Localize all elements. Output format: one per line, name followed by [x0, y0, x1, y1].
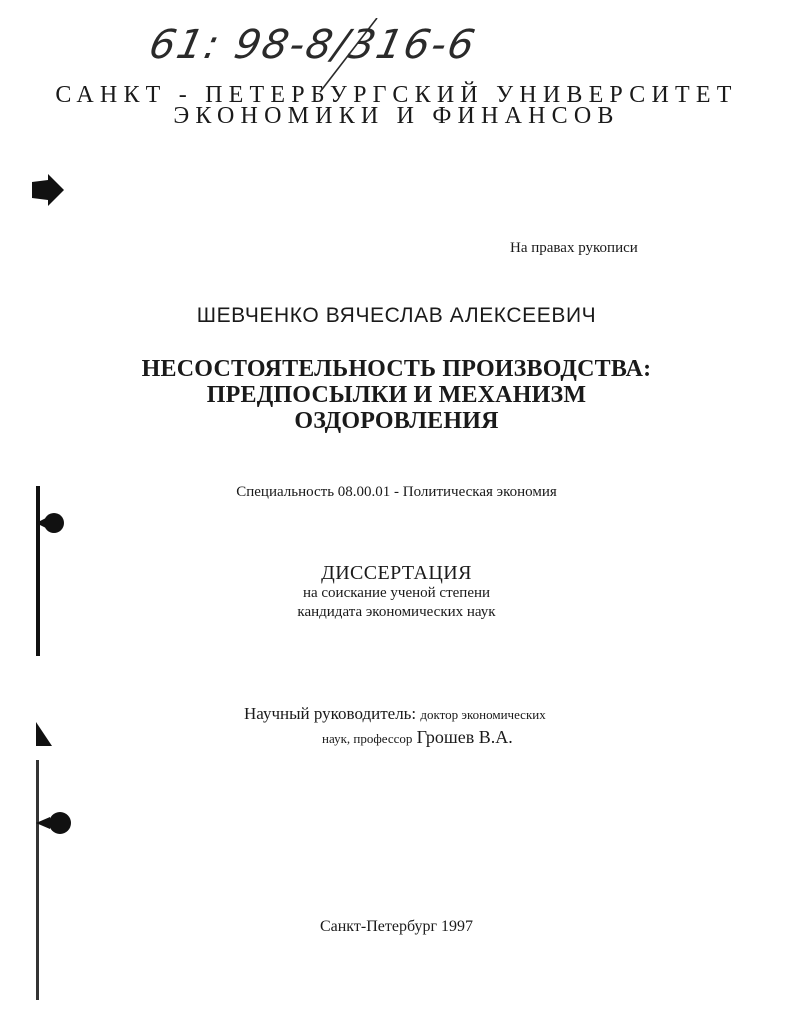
scientific-supervisor: [244, 703, 604, 750]
supervisor-degree-part1: доктор экономических: [420, 707, 546, 722]
supervisor-degree-part2: наук, профессор: [322, 731, 413, 746]
degree-line1: на соискание ученой степени: [302, 585, 491, 601]
binding-arrow-mark: [30, 172, 66, 208]
title-line3: ОЗДОРОВЛЕНИЯ: [294, 408, 499, 434]
specialty: Специальность 08.00.01 - Политическая экономия: [236, 484, 557, 500]
author-name: ШЕВЧЕНКО ВЯЧЕСЛАВ АЛЕКСЕЕВИЧ: [196, 304, 597, 327]
archive-number: 61: 98-8/316-6: [145, 22, 481, 68]
title-line2: ПРЕДПОСЫЛКИ И МЕХАНИЗМ: [206, 382, 587, 408]
binding-tick-mark: [34, 720, 54, 750]
degree-line2: кандидата экономических наук: [297, 604, 496, 620]
supervisor-label: Научный руководитель:: [244, 704, 417, 723]
binding-edge-line-lower: [36, 760, 39, 1000]
supervisor-name: Грошев В.А.: [416, 727, 513, 747]
binding-dot-mark-lower: [36, 806, 76, 840]
title-line1: НЕСОСТОЯТЕЛЬНОСТЬ ПРОИЗВОДСТВА:: [141, 356, 652, 382]
manuscript-rights: На правах рукописи: [510, 240, 638, 256]
university-name-line2: ЭКОНОМИКИ И ФИНАНСОВ: [173, 103, 620, 129]
dissertation-heading: ДИССЕРТАЦИЯ: [321, 562, 472, 584]
degree-description: [0, 584, 793, 622]
university-name-line1: САНКТ - ПЕТЕРБУРГСКИЙ УНИВЕРСИТЕТ: [55, 82, 738, 108]
binding-dot-mark: [36, 508, 66, 538]
dissertation-title: [0, 356, 793, 434]
city-year: Санкт-Петербург 1997: [319, 918, 474, 935]
